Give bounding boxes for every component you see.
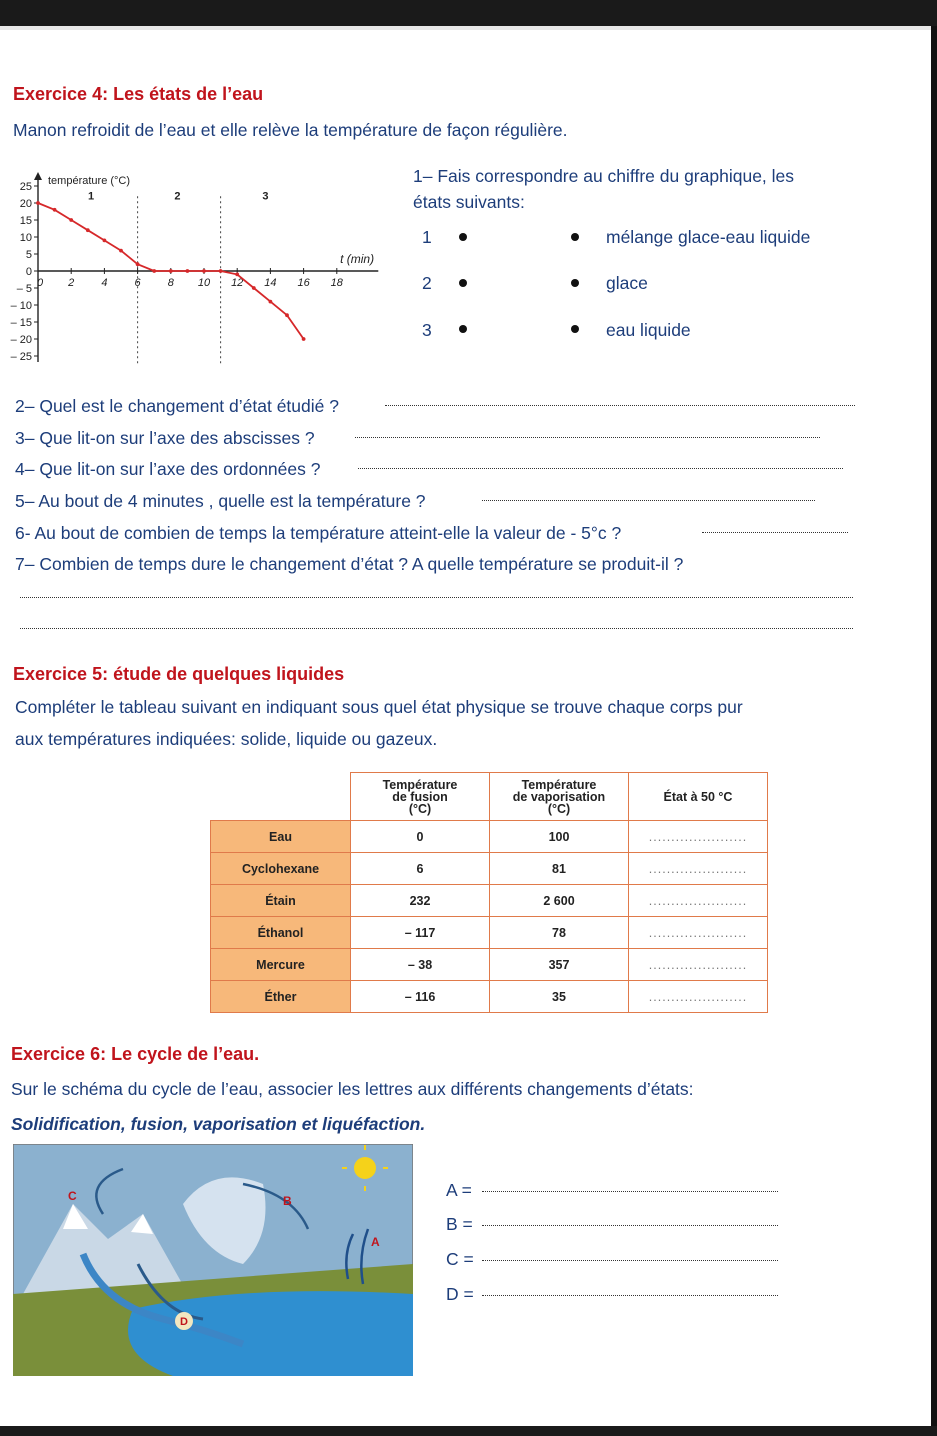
x-tick-label: 4 [101,277,108,289]
row-vapor: 100 [490,821,629,853]
row-name: Étain [211,885,351,917]
row-etat-answer[interactable]: ...................... [629,821,768,853]
row-etat-answer[interactable]: ...................... [629,917,768,949]
row-fusion: – 117 [351,917,490,949]
data-point [302,337,306,341]
match-dot-left-3[interactable] [459,325,467,333]
ex5-title: Exercice 5: étude de quelques liquides [13,664,345,684]
header-fusion-l3: (°C) [408,801,432,816]
x-tick-label: 14 [264,277,277,289]
header-vapor-l1: Température [521,777,597,792]
y-tick-label: – 15 [10,317,32,329]
ex4-q7: 7– Combien de temps dure le changement d’état ? A quelle température se produit-il ? [15,554,684,574]
data-point [103,239,107,243]
header-vaporisation [490,773,629,821]
y-tick-label: 25 [19,181,32,193]
data-point [285,313,289,317]
x-tick-label: 16 [297,277,310,289]
phase-label-1: 1 [88,190,95,203]
viewer-top-bar [0,0,937,26]
match-number-2: 2 [422,273,432,293]
y-tick-label: 0 [25,266,32,278]
answer-line-d[interactable] [482,1294,778,1296]
row-etat-answer[interactable]: ...................... [629,949,768,981]
row-etat-answer[interactable]: ...................... [629,981,768,1013]
answer-line-q3[interactable] [355,436,820,438]
answer-label-d: D = [446,1284,474,1304]
ex6-title: Exercice 6: Le cycle de l’eau. [11,1044,260,1064]
x-tick-label: 8 [167,277,174,289]
ex4-q4: 4– Que lit-on sur l’axe des ordonnées ? [15,459,321,479]
y-tick-label: 10 [19,232,32,244]
header-vapor-l2: de vaporisation [512,789,606,804]
answer-label-a: A = [446,1180,472,1200]
row-vapor: 2 600 [490,885,629,917]
row-etat-answer[interactable]: ...................... [629,853,768,885]
liquids-table [210,772,768,1013]
row-name: Éthanol [211,917,351,949]
x-tick-label: 0 [36,277,44,289]
row-vapor: 35 [490,981,629,1013]
answer-line-q4[interactable] [358,467,843,469]
match-dot-right-2[interactable] [571,279,579,287]
ex4-intro: Manon refroidit de l’eau et elle relève la température de façon régulière. [13,120,568,140]
state-glace: glace [606,273,648,293]
row-name: Cyclohexane [211,853,351,885]
table-row [211,917,768,949]
answer-line-q7a[interactable] [20,596,853,598]
row-name: Eau [211,821,351,853]
match-number-1: 1 [422,227,432,247]
header-vapor-l3: (°C) [547,801,571,816]
answer-line-q5[interactable] [482,499,815,501]
ex5-line1: Compléter le tableau suivant en indiquant sous quel état physique se trouve chaque corps pur [15,697,743,717]
y-tick-label: 15 [19,215,32,227]
table-row [211,885,768,917]
match-dot-left-1[interactable] [459,233,467,241]
row-name: Éther [211,981,351,1013]
ex4-q5: 5– Au bout de 4 minutes , quelle est la température ? [15,491,426,511]
row-fusion: – 116 [351,981,490,1013]
data-point [36,201,40,205]
ex5-line2: aux températures indiquées: solide, liquide ou gazeux. [15,729,438,749]
ex4-q6: 6- Au bout de combien de temps la température atteint-elle la valeur de - 5°c ? [15,523,622,543]
table-row [211,949,768,981]
phase-label-2: 2 [174,190,181,203]
row-name: Mercure [211,949,351,981]
answer-line-q7b[interactable] [20,627,853,629]
ex4-q1-line2: états suivants: [413,192,525,212]
water-cycle-diagram [13,1144,413,1376]
data-point [219,269,223,273]
sun-icon [354,1157,376,1179]
row-vapor: 78 [490,917,629,949]
x-tick-label: 10 [197,277,211,289]
x-axis-label: t (min) [340,252,375,266]
viewer-right-edge [931,26,937,1436]
phase-label-3: 3 [262,190,269,203]
header-etat: État à 50 °C [629,773,768,821]
answer-line-b[interactable] [482,1224,778,1226]
sea [128,1291,413,1376]
header-fusion [351,773,490,821]
ex6-line1: Sur le schéma du cycle de l’eau, associer les lettres aux différents changements d’états: [11,1079,694,1099]
answer-line-q6[interactable] [702,531,848,533]
row-fusion: 0 [351,821,490,853]
row-vapor: 81 [490,853,629,885]
data-point [169,269,173,273]
diagram-letter-d: D [180,1316,188,1328]
y-tick-label: 5 [25,249,32,261]
ex4-title: Exercice 4: Les états de l’eau [13,84,264,104]
ex6-line2: Solidification, fusion, vaporisation et liquéfaction. [11,1114,426,1134]
ex4-q3: 3– Que lit-on sur l’axe des abscisses ? [15,428,315,448]
table-row [211,853,768,885]
table-corner [211,773,351,821]
y-axis-arrow-icon [34,172,42,180]
y-tick-label: – 25 [10,351,32,363]
match-number-3: 3 [422,320,432,340]
answer-label-c: C = [446,1249,474,1269]
x-tick-label: 12 [231,277,244,289]
data-point [152,269,156,273]
data-point [53,208,57,212]
answer-line-a[interactable] [482,1190,778,1192]
x-tick-label: 6 [134,277,141,289]
table-row [211,821,768,853]
data-point [186,269,190,273]
data-point [69,218,73,222]
match-dot-left-2[interactable] [459,279,467,287]
row-fusion: 232 [351,885,490,917]
answer-line-c[interactable] [482,1259,778,1261]
match-dot-right-3[interactable] [571,325,579,333]
data-point [202,269,206,273]
data-point [269,300,273,304]
y-tick-label: – 20 [10,334,32,346]
row-fusion: 6 [351,853,490,885]
row-fusion: – 38 [351,949,490,981]
state-melange: mélange glace-eau liquide [606,227,811,247]
x-tick-label: 18 [330,277,343,289]
table-row [211,981,768,1013]
data-point [86,228,90,232]
match-dot-right-1[interactable] [571,233,579,241]
temperature-chart [0,158,400,370]
diagram-letter-a: A [371,1235,380,1249]
data-point [136,262,140,266]
y-tick-label: – 5 [16,283,32,295]
header-fusion-l1: Température [382,777,458,792]
y-tick-label: – 10 [10,300,32,312]
ex4-q2: 2– Quel est le changement d’état étudié ? [15,396,339,416]
diagram-letter-b: B [283,1194,292,1208]
row-etat-answer[interactable]: ...................... [629,885,768,917]
x-tick-label: 2 [68,277,75,289]
ex4-q1-line1: 1– Fais correspondre au chiffre du graphique, les [413,166,795,186]
row-vapor: 357 [490,949,629,981]
y-axis-label: température (°C) [48,175,131,187]
data-point [119,249,123,253]
answer-label-b: B = [446,1214,473,1234]
viewer-bottom-bar [0,1426,937,1436]
y-tick-label: 20 [19,198,32,210]
data-point [252,286,256,290]
answer-line-q2[interactable] [385,404,855,406]
header-fusion-l2: de fusion [392,789,448,804]
state-eau-liquide: eau liquide [606,320,691,340]
data-point [235,273,239,277]
diagram-letter-c: C [68,1189,77,1203]
